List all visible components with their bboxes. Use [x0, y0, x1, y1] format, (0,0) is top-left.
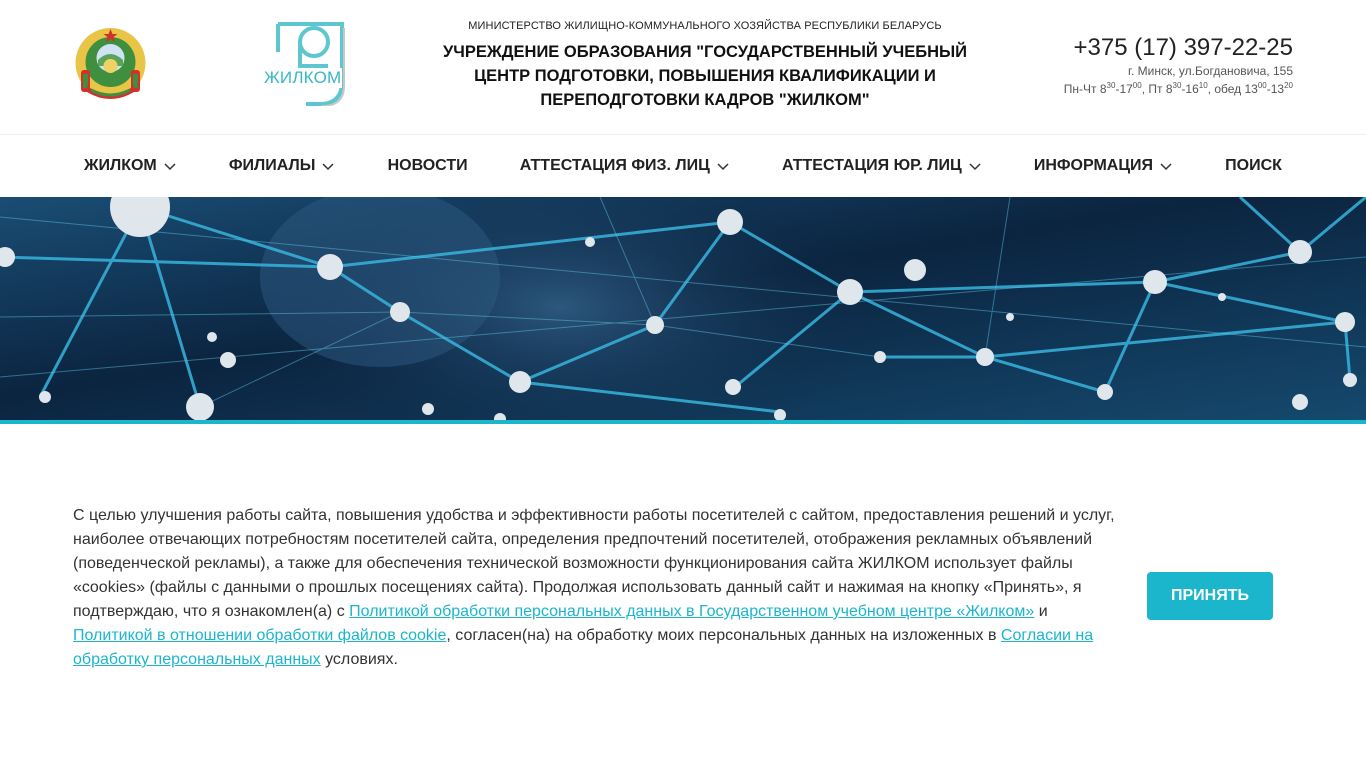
chevron-down-icon: [968, 161, 982, 171]
phone-link[interactable]: +375 (17) 397-22-25: [1073, 34, 1293, 61]
chevron-down-icon: [716, 161, 730, 171]
site-header: [0, 0, 1366, 134]
address-text: г. Минск, ул.Богдановича, 155: [1128, 64, 1293, 78]
data-consent-link[interactable]: Согласии на обработку персональных данных: [73, 627, 1094, 668]
nav-item-zhilkom[interactable]: ЖИЛКОМ: [73, 135, 188, 197]
privacy-policy-link[interactable]: Политикой обработки персональных данных в Государственном учебном центре «Жилком»: [349, 603, 1035, 620]
network-banner-image: [0, 197, 1366, 420]
cookie-policy-link[interactable]: Политикой в отношении обработки файлов cookie: [73, 627, 447, 644]
logo-text: ЖИЛКОМ: [264, 68, 342, 87]
nav-item-search[interactable]: ПОИСК: [1225, 157, 1282, 174]
chevron-down-icon: [321, 161, 335, 171]
contacts-block: [973, 34, 1293, 96]
chevron-down-icon: [163, 161, 177, 171]
chevron-down-icon: [1159, 161, 1173, 171]
nav-item-attestation-individuals[interactable]: АТТЕСТАЦИЯ ФИЗ. ЛИЦ: [509, 135, 741, 197]
hero-banner: [0, 197, 1366, 420]
ministry-label: МИНИСТЕРСТВО ЖИЛИЩНО-КОММУНАЛЬНОГО ХОЗЯЙСТВА РЕСПУБЛИКИ БЕЛАРУСЬ: [468, 20, 942, 32]
cookie-consent-text: С целью улучшения работы сайта, повышения удобства и эффективности работы посетителей с сайтом, предоставления решений и услуг, наиболее отвечающих потребностям посетителей сайта, определения предпочтений посетителей, отображения рекламных объявлений (поведенческой рекламы), а также для обеспечения технической возможности функционирования сайта ЖИЛКОМ использует файлы «cookies» (файлы с данными о прошлых посещениях сайта). Продолжая использовать данный сайт и нажимая на кнопку «Принять», я подтверждаю, что я ознакомлен(а) с Политикой обработки персональных данных в Государственном учебном центре «Жилком» и Политикой в отношении обработки файлов cookie, согласен(на) на обработку моих персональных данных на изложенных в Согласии на обработку персональных данных условиях.: [73, 507, 1115, 668]
nav-item-informatsiya[interactable]: ИНФОРМАЦИЯ: [1023, 135, 1184, 197]
nav-item-attestation-legal[interactable]: АТТЕСТАЦИЯ ЮР. ЛИЦ: [771, 135, 993, 197]
nav-item-filialy[interactable]: ФИЛИАЛЫ: [218, 135, 347, 197]
accept-cookies-button[interactable]: ПРИНЯТЬ: [1147, 572, 1273, 620]
main-navigation: [0, 134, 1366, 197]
banner-accent-line: [0, 420, 1366, 424]
zhilkom-logo[interactable]: [262, 22, 346, 106]
zhilkom-logo-icon: [262, 22, 346, 106]
working-hours: Пн-Чт $8^{30}-17^{00}$, Пт $8^{30}-16^{10}$, обед $13^{00}-13^{20}$: [1063, 81, 1293, 96]
nav-item-novosti[interactable]: НОВОСТИ: [387, 157, 468, 174]
organization-title: УЧРЕЖДЕНИЕ ОБРАЗОВАНИЯ "ГОСУДАРСТВЕННЫЙ УЧЕБНЫЙ ЦЕНТР ПОДГОТОВКИ, ПОВЫШЕНИЯ КВАЛИФИКАЦИИ И ПЕРЕПОДГОТОВКИ КАДРОВ "ЖИЛКОМ": [442, 43, 968, 109]
coat-of-arms-icon[interactable]: [73, 26, 148, 100]
